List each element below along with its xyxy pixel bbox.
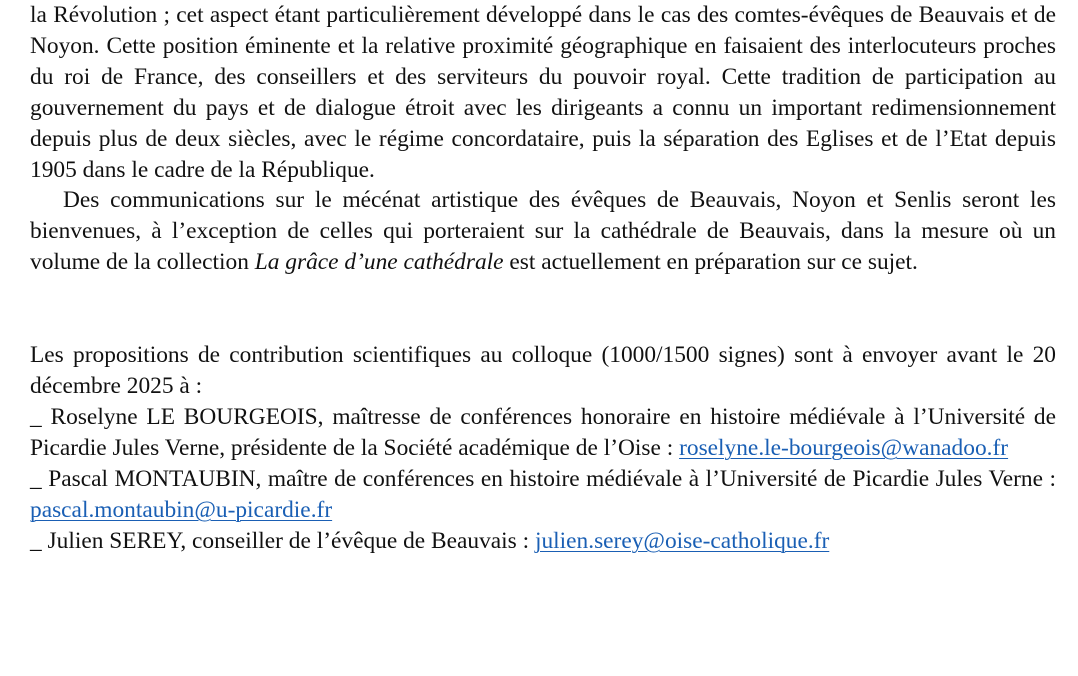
email-link-montaubin[interactable]: pascal.montaubin@u-picardie.fr bbox=[30, 496, 333, 523]
email-link-le-bourgeois[interactable]: roselyne.le-bourgeois@wanadoo.fr bbox=[679, 434, 1009, 461]
document-page bbox=[30, 0, 1056, 557]
paragraph-revolution: la Révolution ; cet aspect étant particulièrement développé dans le cas des comtes-évêques de Beauvais et de Noyon. Cette position éminente et la relative proximité géographique en faisaient des interlocuteurs proches du roi de France, des conseillers et des serviteurs du pouvoir royal. Cette tradition de participation au gouvernement du pays et de dialogue étroit avec les dirigeants a connu un important redimensionnement depuis plus de deux siècles, avec le régime concordataire, puis la séparation des Eglises et de l’Etat depuis 1905 dans le cadre de la République. bbox=[30, 2, 1056, 183]
paragraph-communications-end: est actuellement en préparation sur ce sujet. bbox=[503, 249, 918, 276]
collection-title: La grâce d’une cathédrale bbox=[254, 249, 504, 276]
contact-dash: _ bbox=[30, 527, 48, 554]
contact-description: Pascal MONTAUBIN, maître de conférences en histoire médiévale à l’Université de Picardie Jules Verne : bbox=[48, 465, 1056, 492]
blank-space bbox=[30, 278, 1056, 340]
contact-item-montaubin bbox=[30, 464, 1056, 526]
paragraph-propositions: Les propositions de contribution scientifiques au colloque (1000/1500 signes) sont à envoyer avant le 20 décembre 2025 à : bbox=[30, 342, 1056, 400]
contact-dash: _ bbox=[30, 403, 51, 430]
contact-dash: _ bbox=[30, 465, 49, 492]
contact-item-serey bbox=[30, 526, 1056, 557]
email-link-serey[interactable]: julien.serey@oise-catholique.fr bbox=[534, 527, 830, 554]
paragraph-communications bbox=[30, 185, 1056, 278]
contact-item-le-bourgeois bbox=[30, 402, 1056, 464]
contact-description: Roselyne LE BOURGEOIS, maîtresse de conférences honoraire en histoire médiévale à l’Université de Picardie Jules Verne, présidente de la Société académique de l’Oise : bbox=[30, 403, 1056, 461]
paragraph-communications-text: Des communications sur le mécénat artistique des évêques de Beauvais, Noyon et Senlis seront les bienvenues, à l’exception de celles qui porteraient sur la cathédrale de Beauvais, dans la mesure où un volume de la collection bbox=[30, 187, 1056, 276]
contact-description: Julien SEREY, conseiller de l’évêque de Beauvais : bbox=[47, 527, 535, 554]
